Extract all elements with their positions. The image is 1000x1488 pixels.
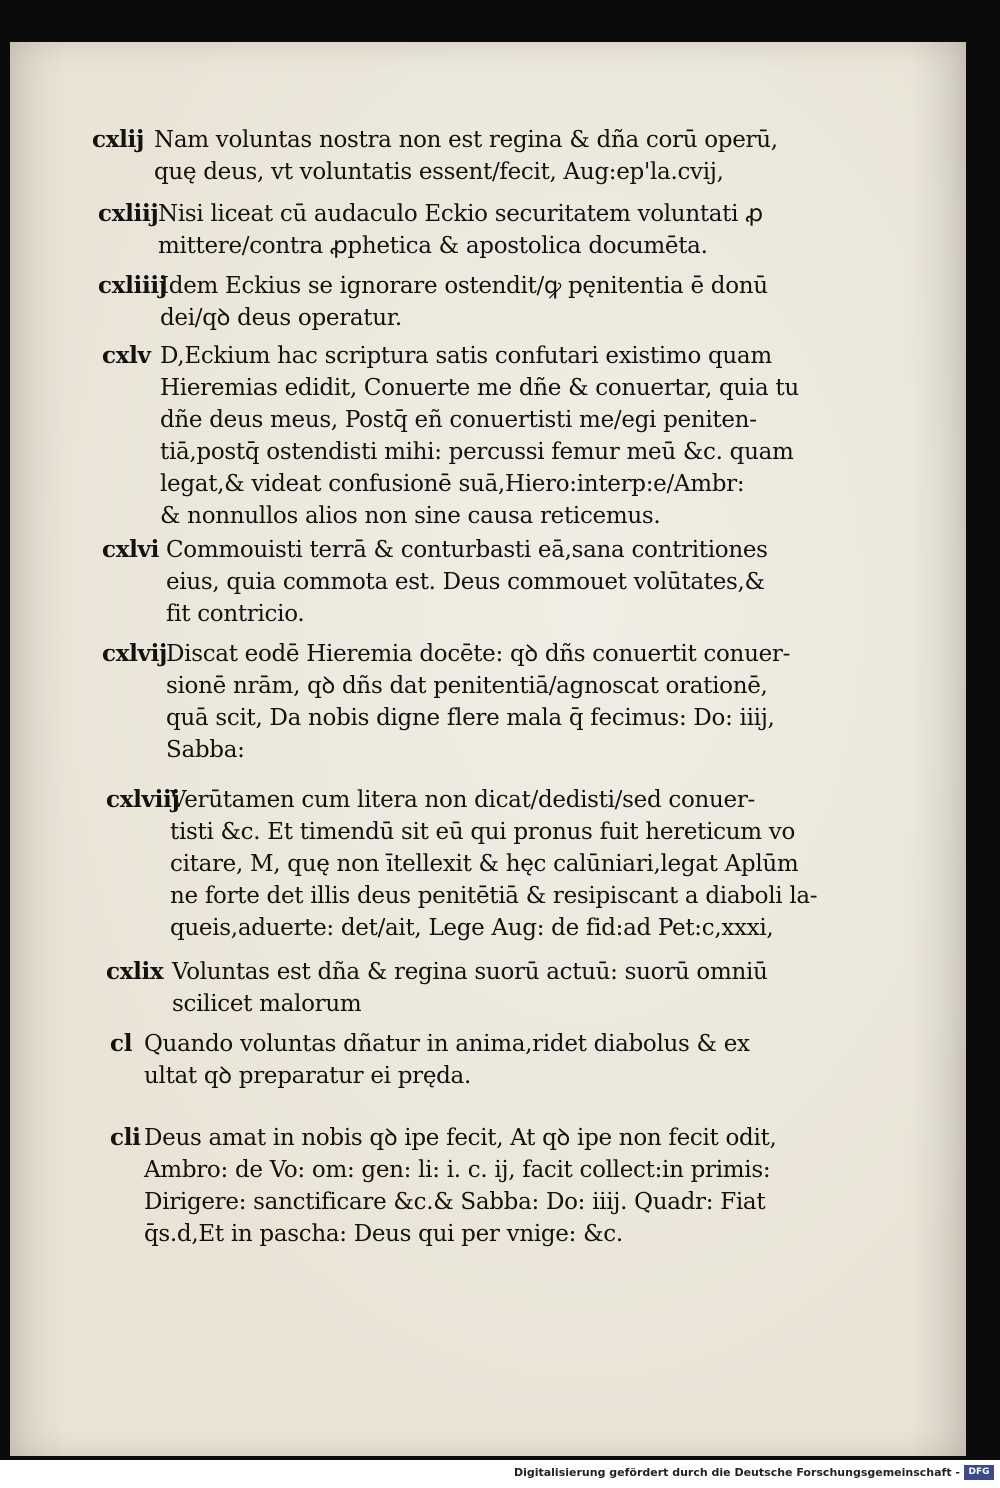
entry-line: Idem Eckius se ignorare ostendit/ꝙ pęnitentia ē donū	[160, 273, 768, 299]
entry-line: Discat eodē Hieremia docēte: qꝺ dñs conuertit conuer-	[166, 641, 791, 667]
entry-line: queis,aduerte: det/ait, Lege Aug: de fid:ad Pet:c,xxxi,	[170, 915, 774, 941]
entry-line: & nonnullos alios non sine causa reticemus.	[160, 503, 661, 529]
entry-line: fit contricio.	[166, 601, 305, 627]
entry-line: sionē nrām, qꝺ dñs dat penitentiā/agnoscat orationē,	[166, 673, 768, 699]
entry-line: Quando voluntas dñatur in anima,ridet diabolus & ex	[144, 1031, 750, 1057]
entry-number: cxlix	[106, 958, 164, 985]
entry-line: dei/qꝺ deus operatur.	[160, 305, 402, 331]
entry-line: tisti &c. Et timendū sit eū qui pronus fuit hereticum vo	[170, 819, 795, 845]
entry-text	[144, 1122, 777, 1250]
entry-text	[166, 534, 768, 630]
entry-number: cxlvij	[102, 640, 168, 667]
dfg-logo: DFG	[964, 1465, 994, 1480]
entry-line: scilicet malorum	[172, 991, 362, 1017]
entry-text	[166, 638, 790, 766]
footer-bar	[0, 1460, 1000, 1488]
entry-line: tiā,postq̄ ostendisti mihi: percussi femur meū &c. quam	[160, 439, 794, 465]
entry-line: mittere/contra ꝓphetica & apostolica documēta.	[158, 233, 708, 259]
entry-number: cli	[110, 1124, 141, 1151]
entry-line: Dirigere: sanctificare &c.& Sabba: Do: iiij. Quadr: Fiat	[144, 1189, 766, 1215]
entry-number: cxlvi	[102, 536, 160, 563]
entry-number: cxlviij	[106, 786, 180, 813]
entry-line: dñe deus meus, Postq̄ eñ conuertisti me/egi peniten-	[160, 407, 757, 433]
book-page	[10, 42, 966, 1456]
entry-line: q̄s.d,Et in pascha: Deus qui per vnige: &c.	[144, 1221, 623, 1247]
entry-line: quę deus, vt voluntatis essent/fecit, Aug:ep'la.cvij,	[154, 159, 724, 185]
entry-line: ultat qꝺ preparatur ei pręda.	[144, 1063, 471, 1089]
funding-credit: Digitalisierung gefördert durch die Deutsche Forschungsgemeinschaft -	[513, 1466, 960, 1479]
entry-line: Hieremias edidit, Conuerte me dñe & conuertar, quia tu	[160, 375, 799, 401]
entry-text	[172, 956, 768, 1020]
entry-line: Nam voluntas nostra non est regina & dña corū operū,	[154, 127, 778, 153]
entry-number: cl	[110, 1030, 133, 1057]
entry-text	[170, 784, 817, 944]
entry-number: cxlv	[102, 342, 151, 369]
entry-line: Commouisti terrā & conturbasti eā,sana contritiones	[166, 537, 768, 563]
entry-line: Ambro: de Vo: om: gen: li: i. c. ij, facit collect:in primis:	[144, 1157, 771, 1183]
entry-line: citare, M, quę non ītellexit & hęc calūniari,legat Aplūm	[170, 851, 799, 877]
entry-text	[160, 270, 768, 334]
entry-text	[144, 1028, 750, 1092]
entry-text	[154, 124, 778, 188]
entry-line: Nisi liceat cū audaculo Eckio securitatem voluntati ꝓ	[158, 201, 763, 227]
entry-line: legat,& videat confusionē suā,Hiero:interp:e/Ambr:	[160, 471, 745, 497]
entry-number: cxlij	[92, 126, 145, 153]
entry-line: quā scit, Da nobis digne flere mala q̄ fecimus: Do: iiij,	[166, 705, 775, 731]
entry-line: D,Eckium hac scriptura satis confutari existimo quam	[160, 343, 772, 369]
entry-text	[160, 340, 799, 532]
entry-line: Deus amat in nobis qꝺ ipe fecit, At qꝺ ipe non fecit odit,	[144, 1125, 777, 1151]
entry-line: ne forte det illis deus penitētiā & resipiscant a diaboli la-	[170, 883, 818, 909]
entry-number: cxliiij	[98, 272, 167, 299]
entry-line: Verūtamen cum litera non dicat/dedisti/sed conuer-	[170, 787, 756, 813]
entry-line: eius, quia commota est. Deus commouet volūtates,&	[166, 569, 765, 595]
entry-line: Voluntas est dña & regina suorū actuū: suorū omniū	[172, 959, 768, 985]
entry-line: Sabba:	[166, 737, 245, 763]
entry-text	[158, 198, 763, 262]
entry-number: cxliij	[98, 200, 159, 227]
